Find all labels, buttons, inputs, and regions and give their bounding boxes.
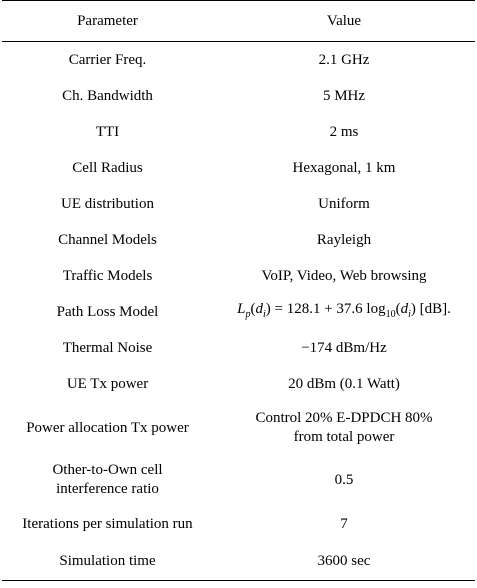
- value-cell: 2.1 GHz: [318, 51, 370, 68]
- parameter-cell: Traffic Models: [62, 267, 153, 284]
- value-cell: 5 MHz: [322, 87, 366, 104]
- path-loss-formula: $L_p(d_i) = 128.1 + 37.6$ $\log_{10}(d_i)$ [dB].: [237, 301, 451, 320]
- formula-tail: ) [dB].: [410, 301, 451, 317]
- parameter-cell: Channel Models: [58, 231, 157, 248]
- table-row: [2, 402, 475, 454]
- table-row: [2, 294, 475, 330]
- parameter-cell: Thermal Noise: [62, 339, 153, 356]
- table-row: [2, 542, 475, 581]
- parameter-cell: TTI: [95, 123, 120, 140]
- table-row: [2, 78, 475, 114]
- header-value: Value: [213, 1, 475, 42]
- parameter-cell: Power allocation Tx power: [26, 419, 189, 436]
- value-cell: 3600 sec: [213, 542, 475, 581]
- parameter-cell: UE distribution: [61, 195, 154, 212]
- parameter-table: [2, 0, 475, 581]
- formula-d2: d: [400, 301, 409, 317]
- value-cell: 7: [340, 515, 348, 532]
- value-cell: 2 ms: [329, 123, 359, 140]
- value-line: from total power: [293, 429, 395, 445]
- table-row: [2, 42, 475, 79]
- table-row: [2, 330, 475, 366]
- table-row: [2, 258, 475, 294]
- parameter-cell: Iterations per simulation run: [22, 515, 193, 532]
- parameter-line: Other-to-Own cell: [52, 462, 163, 478]
- value-cell: Uniform: [318, 195, 370, 212]
- table-row: [2, 454, 475, 506]
- formula-sub-p: p: [245, 309, 251, 320]
- value-cell: 20 dBm (0.1 Watt): [288, 375, 400, 392]
- table-row: [2, 186, 475, 222]
- table-row: [2, 506, 475, 542]
- formula-sub-i2: i: [408, 309, 411, 320]
- value-cell: [213, 402, 475, 454]
- table-row: [2, 114, 475, 150]
- table-header-row: [2, 1, 475, 42]
- parameter-cell: [2, 454, 213, 506]
- value-cell: Rayleigh: [316, 231, 372, 248]
- header-parameter: Parameter: [2, 1, 213, 42]
- parameter-line: interference ratio: [56, 481, 159, 497]
- parameter-cell: Simulation time: [2, 542, 213, 581]
- parameter-cell: Carrier Freq.: [68, 51, 147, 68]
- table-row: [2, 366, 475, 402]
- formula-log-base: 10: [385, 309, 396, 320]
- value-cell: −174 dBm/Hz: [301, 339, 387, 356]
- parameter-cell: Path Loss Model: [56, 303, 159, 320]
- table-row: [2, 222, 475, 258]
- value-line: Control 20% E-DPDCH 80%: [255, 410, 433, 426]
- parameter-cell: Cell Radius: [72, 159, 143, 176]
- parameter-cell: UE Tx power: [66, 375, 149, 392]
- formula-middle: = 128.1 + 37.6 log: [270, 301, 386, 317]
- value-cell: VoIP, Video, Web browsing: [261, 267, 427, 284]
- formula-sub-i: i: [262, 309, 266, 320]
- formula-L: L: [237, 301, 246, 317]
- parameter-cell: Ch. Bandwidth: [62, 87, 153, 104]
- value-cell: 0.5: [334, 471, 354, 488]
- value-cell: Hexagonal, 1 km: [292, 159, 396, 176]
- formula-d: d: [255, 301, 263, 317]
- table-row: [2, 150, 475, 186]
